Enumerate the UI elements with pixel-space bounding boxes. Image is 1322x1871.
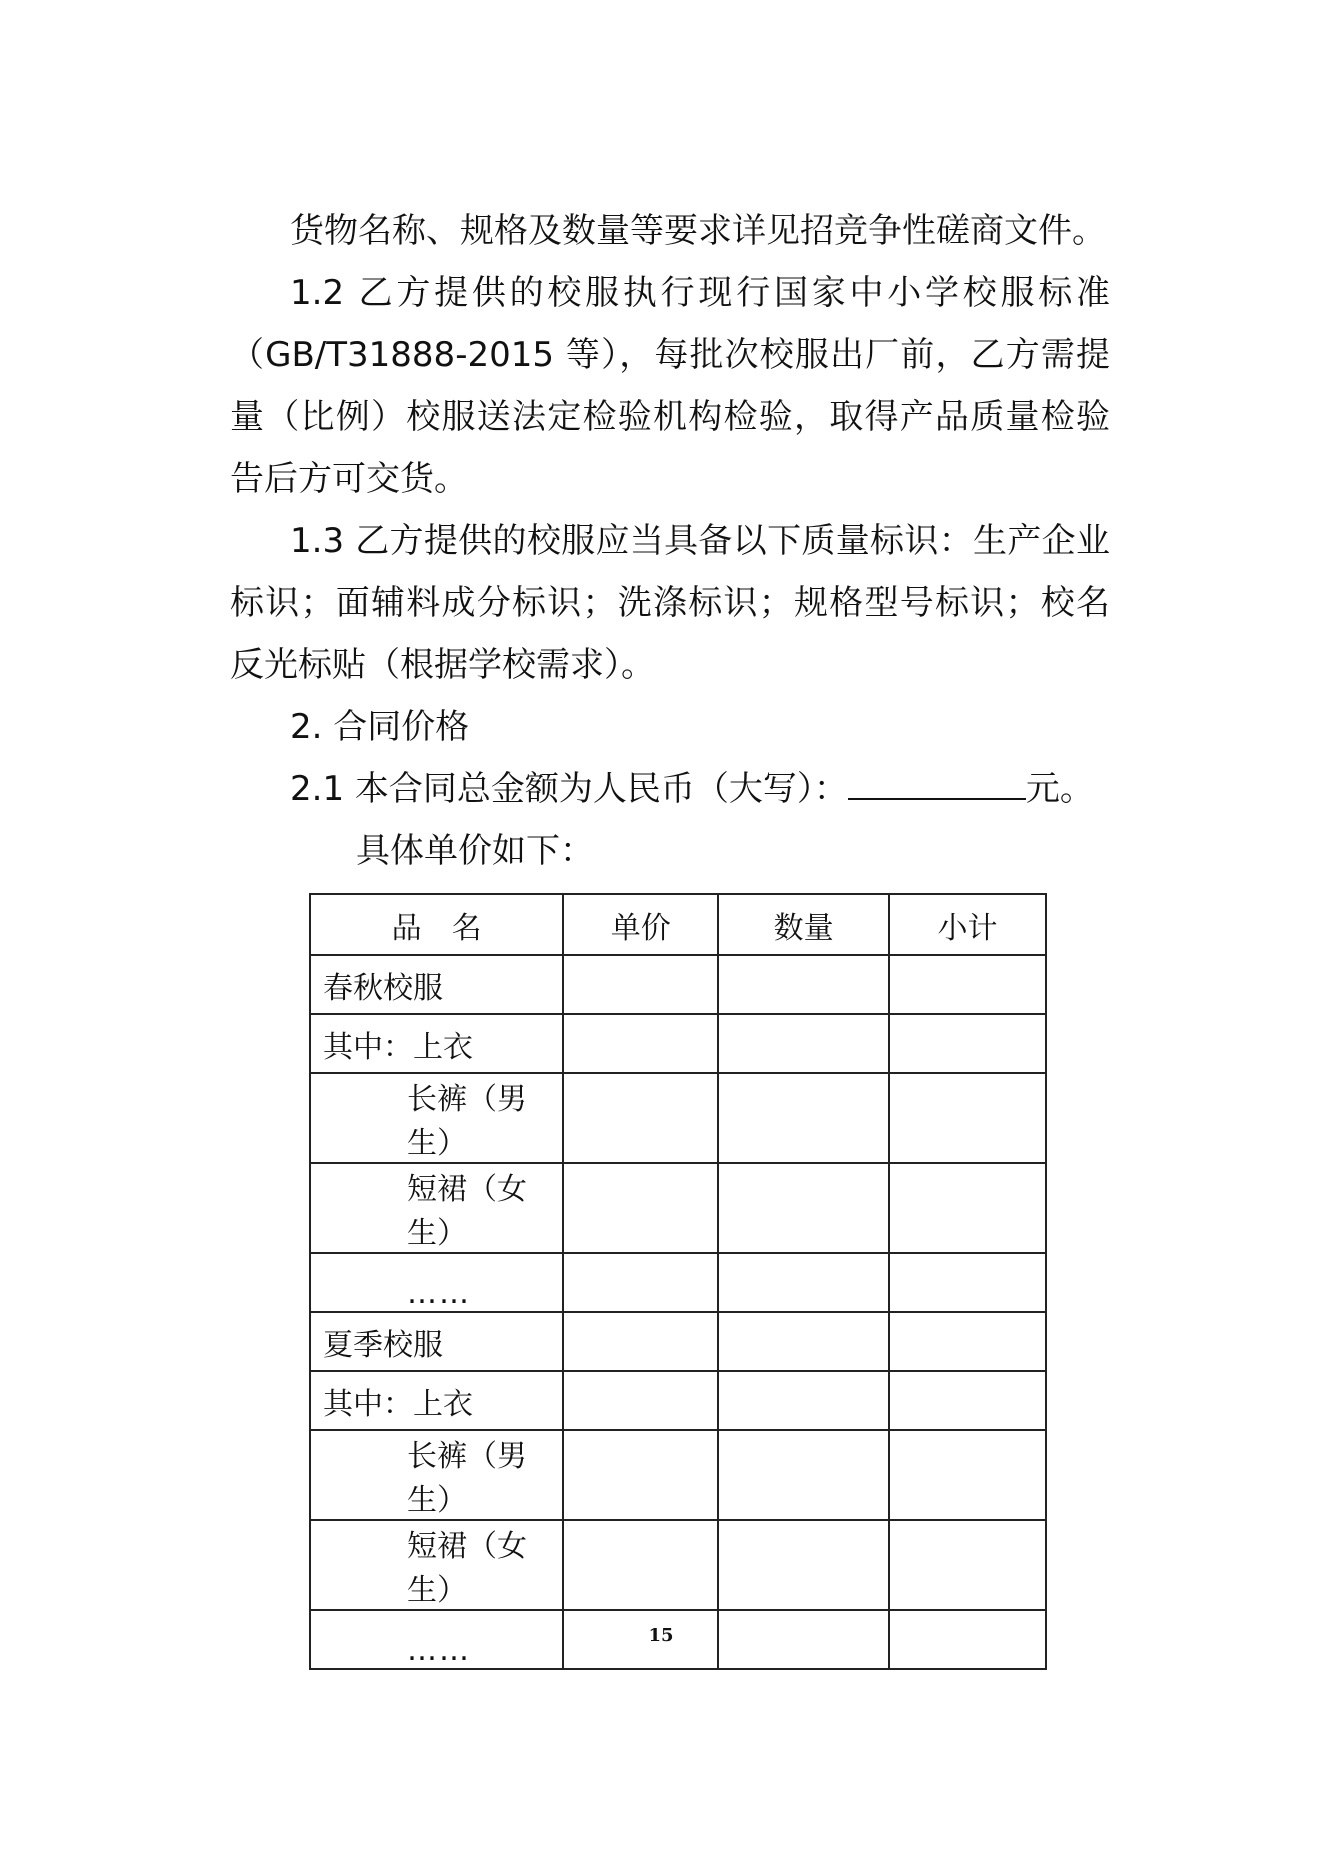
unit-price-cell[interactable] (563, 1520, 718, 1610)
paragraph-1-2-standard (230, 262, 1110, 510)
paragraph-line: （GB/T31888-2015 等），每批次校服出厂前，乙方需提 (230, 335, 1110, 375)
subtotal-cell[interactable] (889, 1014, 1046, 1073)
item-name-cell: 其中：上衣 (310, 1014, 563, 1073)
item-name-cell: 短裙（女生） (310, 1520, 563, 1610)
paragraph-1-3-labels (230, 510, 1110, 696)
subtotal-cell[interactable] (889, 1312, 1046, 1371)
quantity-cell[interactable] (718, 1520, 889, 1610)
item-name-cell: 短裙（女生） (310, 1163, 563, 1253)
unit-price-cell[interactable] (563, 955, 718, 1014)
quantity-cell[interactable] (718, 1253, 889, 1312)
total-amount-label: 2.1 本合同总金额为人民币（大写）： (290, 769, 848, 809)
header-subtotal: 小计 (889, 894, 1046, 955)
unit-price-cell[interactable] (563, 1430, 718, 1520)
section-heading-contract-price: 2. 合同价格 (290, 707, 470, 747)
paragraph-line: 1.2 乙方提供的校服执行现行国家中小学校服标准 (290, 273, 1110, 313)
table-row (310, 1073, 1046, 1163)
subtotal-cell[interactable] (889, 1430, 1046, 1520)
quantity-cell[interactable] (718, 1312, 889, 1371)
paragraph-line: 1.3 乙方提供的校服应当具备以下质量标识：生产企业 (290, 521, 1110, 561)
amount-blank-field[interactable] (848, 764, 1026, 800)
table-row (310, 1163, 1046, 1253)
table-row (310, 1253, 1046, 1312)
unit-price-cell[interactable] (563, 1312, 718, 1371)
paragraph-line: 标识；面辅料成分标识；洗涤标识；规格型号标识；校名 (230, 583, 1110, 623)
item-name-cell: 春秋校服 (310, 955, 563, 1014)
table-row (310, 1430, 1046, 1520)
unit-price-cell[interactable] (563, 1371, 718, 1430)
unit-price-cell[interactable] (563, 1073, 718, 1163)
item-name-cell: 夏季校服 (310, 1312, 563, 1371)
table-header-row (310, 894, 1046, 955)
table-row (310, 1312, 1046, 1371)
table-row (310, 1520, 1046, 1610)
paragraph-line: 量（比例）校服送法定检验机构检验，取得产品质量检验 (230, 397, 1110, 437)
item-name-cell: 长裤（男生） (310, 1073, 563, 1163)
item-name-cell: 其中：上衣 (310, 1371, 563, 1430)
subtotal-cell[interactable] (889, 955, 1046, 1014)
header-unit-price: 单价 (563, 894, 718, 955)
quantity-cell[interactable] (718, 1014, 889, 1073)
subtotal-cell[interactable] (889, 1163, 1046, 1253)
subtotal-cell[interactable] (889, 1073, 1046, 1163)
quantity-cell[interactable] (718, 1073, 889, 1163)
item-name-cell: …… (310, 1610, 563, 1669)
subtotal-cell[interactable] (889, 1520, 1046, 1610)
table-row (310, 1014, 1046, 1073)
quantity-cell[interactable] (718, 1430, 889, 1520)
header-item-name: 品 名 (310, 894, 563, 955)
item-name-cell: 长裤（男生） (310, 1430, 563, 1520)
currency-unit: 元。 (1025, 769, 1094, 809)
unit-price-table (309, 893, 1047, 1670)
quantity-cell[interactable] (718, 955, 889, 1014)
paragraph-goods-description: 货物名称、规格及数量等要求详见招竞争性磋商文件。 (290, 211, 1106, 251)
paragraph-total-amount (230, 758, 1110, 820)
quantity-cell[interactable] (718, 1163, 889, 1253)
page-number: 15 (648, 1625, 674, 1646)
unit-price-cell[interactable] (563, 1163, 718, 1253)
unit-price-cell[interactable] (563, 1014, 718, 1073)
subtotal-cell[interactable] (889, 1371, 1046, 1430)
unit-price-cell[interactable] (563, 1253, 718, 1312)
header-quantity: 数量 (718, 894, 889, 955)
quantity-cell[interactable] (718, 1371, 889, 1430)
paragraph-line: 告后方可交货。 (230, 459, 468, 499)
table-row (310, 1371, 1046, 1430)
unit-price-intro: 具体单价如下： (356, 831, 594, 871)
subtotal-cell[interactable] (889, 1253, 1046, 1312)
paragraph-line: 反光标贴（根据学校需求）。 (230, 645, 655, 685)
item-name-cell: …… (310, 1253, 563, 1312)
table-row (310, 955, 1046, 1014)
